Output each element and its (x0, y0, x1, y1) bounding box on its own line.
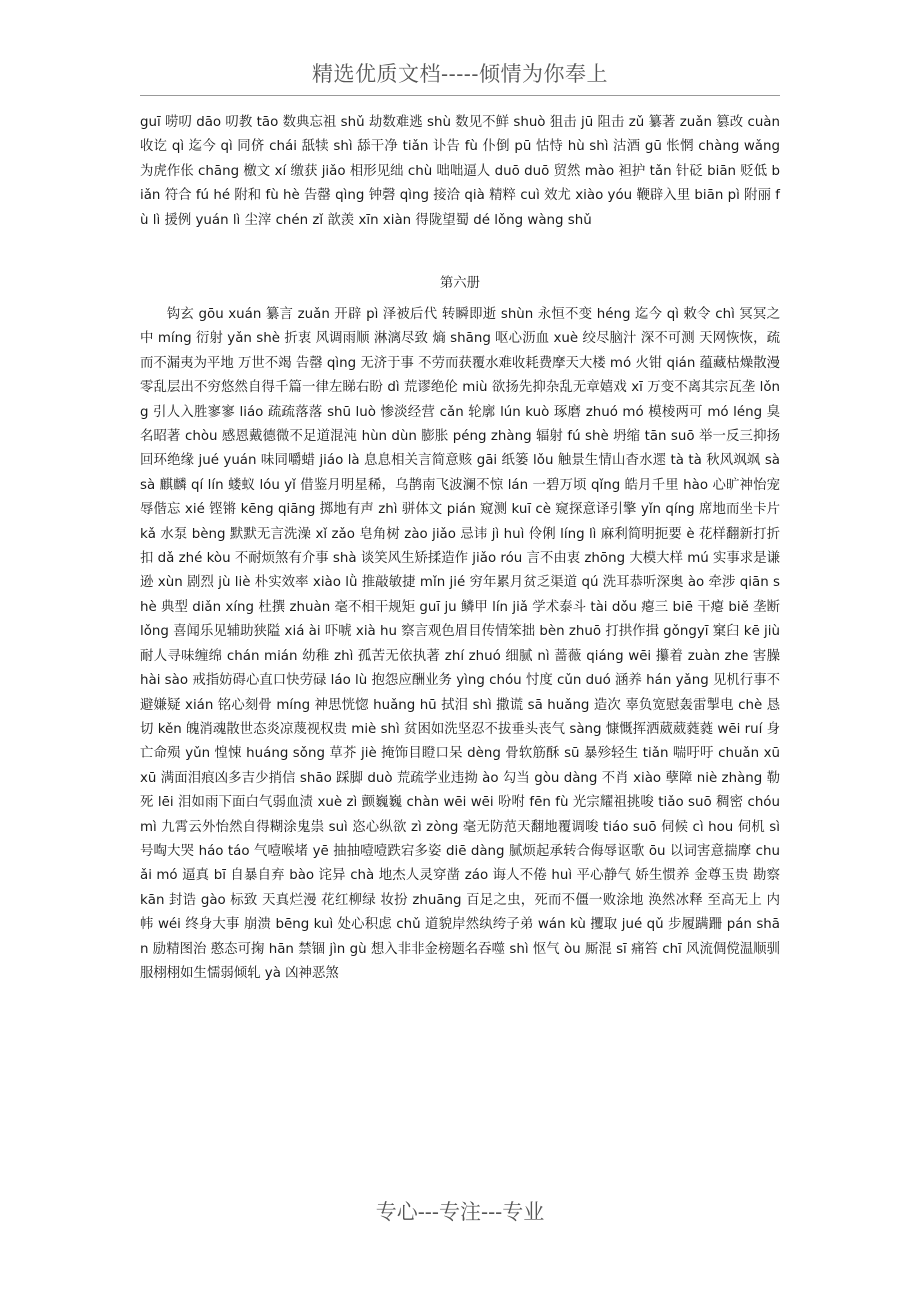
header-divider (140, 95, 780, 96)
page-footer: 专心---专注---专业 (375, 1200, 545, 1224)
section-title: 第六册 (439, 276, 481, 291)
vocab-paragraph-1: guī 唠叨 dāo 叨教 tāo 数典忘祖 shǔ 劫数难逃 shù 数见不鲜 shuò 狙击 jū 阻击 zǔ 纂著 zuǎn 篡改 cuàn 收讫 qì 迄今 qì 同侪 chái 舐犊 shì 舔干净 tiǎn 讣告 fù 仆倒 pū 怙恃 hù shì 沽酒 gū 怅惘 chàng wǎng 为虎作伥 chāng 檄文 xí 缴获 jiǎo 相形见绌 chù 咄咄逼人 duō duō 贸然 mào 袒护 tǎn 针砭 biān 贬低 biǎn 符合 fú hé 附和 fù hè 告罄 qìng 钟磬 qìng 接洽 qià 精粹 cuì 效尤 xiào yóu 鞭辟入里 biān pì 附丽 fù lì 援例 yuán lì 尘滓 chén zǐ 歆羡 xīn xiàn 得陇望蜀 dé lǒng wàng shǔ (140, 115, 780, 228)
page-header: 精选优质文档-----倾情为你奉上 (312, 62, 608, 86)
vocab-paragraph-2: 钩玄 gōu xuán 纂言 zuǎn 开辟 pì 泽被后代 转瞬即逝 shùn 永恒不变 héng 迄今 qì 敕令 chì 冥冥之中 míng 衍射 yǎn shè 折衷 风调雨顺 淋漓尽致 熵 shāng 呕心沥血 xuè 绞尽脑汁 深不可测 天网恢恢，疏而不漏夷为平地 万世不竭 告罄 qìng 无济于事 不劳而获覆水难收耗费摩天大楼 mó 火钳 qián 蕴藏枯燥散漫零乱层出不穷悠然自得千篇一律左睇右盼 dì 荒谬绝伦 miù 欲扬先抑杂乱无章嬉戏 xī 万变不离其宗瓦垄 lǒng 引人入胜寥寥 liáo 疏疏落落 shū luò 惨淡经营 cǎn 轮廓 lún kuò 琢磨 zhuó mó 模棱两可 mó léng 臭名昭著 chòu 感恩戴德微不足道混沌 hùn dùn 膨胀 péng zhàng 辐射 fú shè 坍缩 tān suō 举一反三抑扬回环绝缘 jué yuán 味同嚼蜡 jiáo là 息息相关言简意赅 gāi 纸篓 lǒu 触景生情山杳水遝 tà tà 秋风飒飒 sà sà 麒麟 qí lín 蝼蚁 lóu yǐ 借鉴月明星稀，乌鹊南飞波澜不惊 lán 一碧万顷 qǐng 皓月千里 hào 心旷神怡宠辱偕忘 xié 铿锵 kēng qiāng 掷地有声 zhì 骈体文 pián 窥测 kuī cè 窥探意译引擎 yǐn qíng 席地而坐卡片 kǎ 水泵 bèng 默默无言洗澡 xǐ zǎo 皂角树 zào jiǎo 忌讳 jì huì 伶俐 líng lì 麻利简明扼要 è 花样翻新打折扣 dǎ zhé kòu 不耐烦煞有介事 shà 谈笑风生矫揉造作 jiǎo róu 言不由衷 zhōng 大模大样 mú 实事求是谦逊 xùn 剧烈 jù liè 朴实效率 xiào lǜ 推敲敏捷 mǐn jié 穷年累月贫乏渠道 qú 洗耳恭听深奥 ào 牵涉 qiān shè 典型 diǎn xíng 杜撰 zhuàn 毫不相干规矩 guī ju 鳞甲 lín jiǎ 学术泰斗 tài dǒu 瘪三 biē 干瘪 biě 垄断 lǒng 喜闻乐见辅助狭隘 xiá ài 吓唬 xià hu 察言观色眉目传情笨拙 bèn zhuō 打拱作揖 gǒngyī 窠臼 kē jiù 耐人寻味缠绵 chán mián 幼稚 zhì 孤苦无依执著 zhí zhuó 细腻 nì 蔷薇 qiáng wēi 攥着 zuàn zhe 害臊 hài sào 戒指妨碍心直口快劳碌 láo lù 抱怨应酬业务 yìng chóu 忖度 cǔn duó 涵养 hán yǎng 见机行事不避嫌疑 xián 铭心刻骨 míng 神思恍惚 huǎng hū 拭泪 shì 撒谎 sā huǎng 造次 辜负宽慰轰雷掣电 chè 恳切 kěn 魄消魂散世态炎凉蔑视权贵 miè shì 贫困如洗坚忍不拔垂头丧气 sàng 慷慨挥洒葳葳蕤蕤 wēi ruí 身亡命殒 yǔn 惶悚 huáng sǒng 草芥 jiè 掩饰目瞪口呆 dèng 骨软筋酥 sū 暴殄轻生 tiǎn 喘吁吁 chuǎn xū xū 满面泪痕凶多吉少捎信 shāo 踩脚 duò 荒疏学业违拗 ào 勾当 gòu dàng 不肖 xiào 孽障 niè zhàng 勒死 lēi 泪如雨下面白气弱血渍 xuè zì 颤巍巍 chàn wēi wēi 吩咐 fēn fù 光宗耀祖挑唆 tiǎo suō 稠密 chóu mì 九霄云外怡然自得糊涂鬼祟 suì 恣心纵欲 zì zòng 毫无防范天翻地覆调唆 tiáo suō 伺候 cì hou 伺机 sì 号啕大哭 háo táo 气噎喉堵 yē 抽抽噎噎跌宕多姿 diē dàng 腻烦起承转合侮辱讴歌 ōu 以词害意揣摩 chuǎi mó 逼真 bī 自暴自弃 bào 诧异 chà 地杰人灵穿凿 záo 诲人不倦 huì 平心静气 娇生惯养 金尊玉贵 勘察 kān 封诰 gào 标致 天真烂漫 花红柳绿 妆扮 zhuāng 百足之虫，死而不僵一败涂地 涣然冰释 至高无上 内帏 wéi 终身大事 崩溃 bēng kuì 处心积虑 chǔ 道貌岸然纨绔子弟 wán kù 攫取 jué qǔ 步履蹒跚 pán shān 励精图治 憨态可掬 hān 禁锢 jìn gù 想入非非金榜题名吞噬 shì 怄气 òu 厮混 sī 痛笞 chī 风流倜傥温顺驯服栩栩如生懦弱倾轧 yà 凶神恶煞 (140, 307, 780, 981)
